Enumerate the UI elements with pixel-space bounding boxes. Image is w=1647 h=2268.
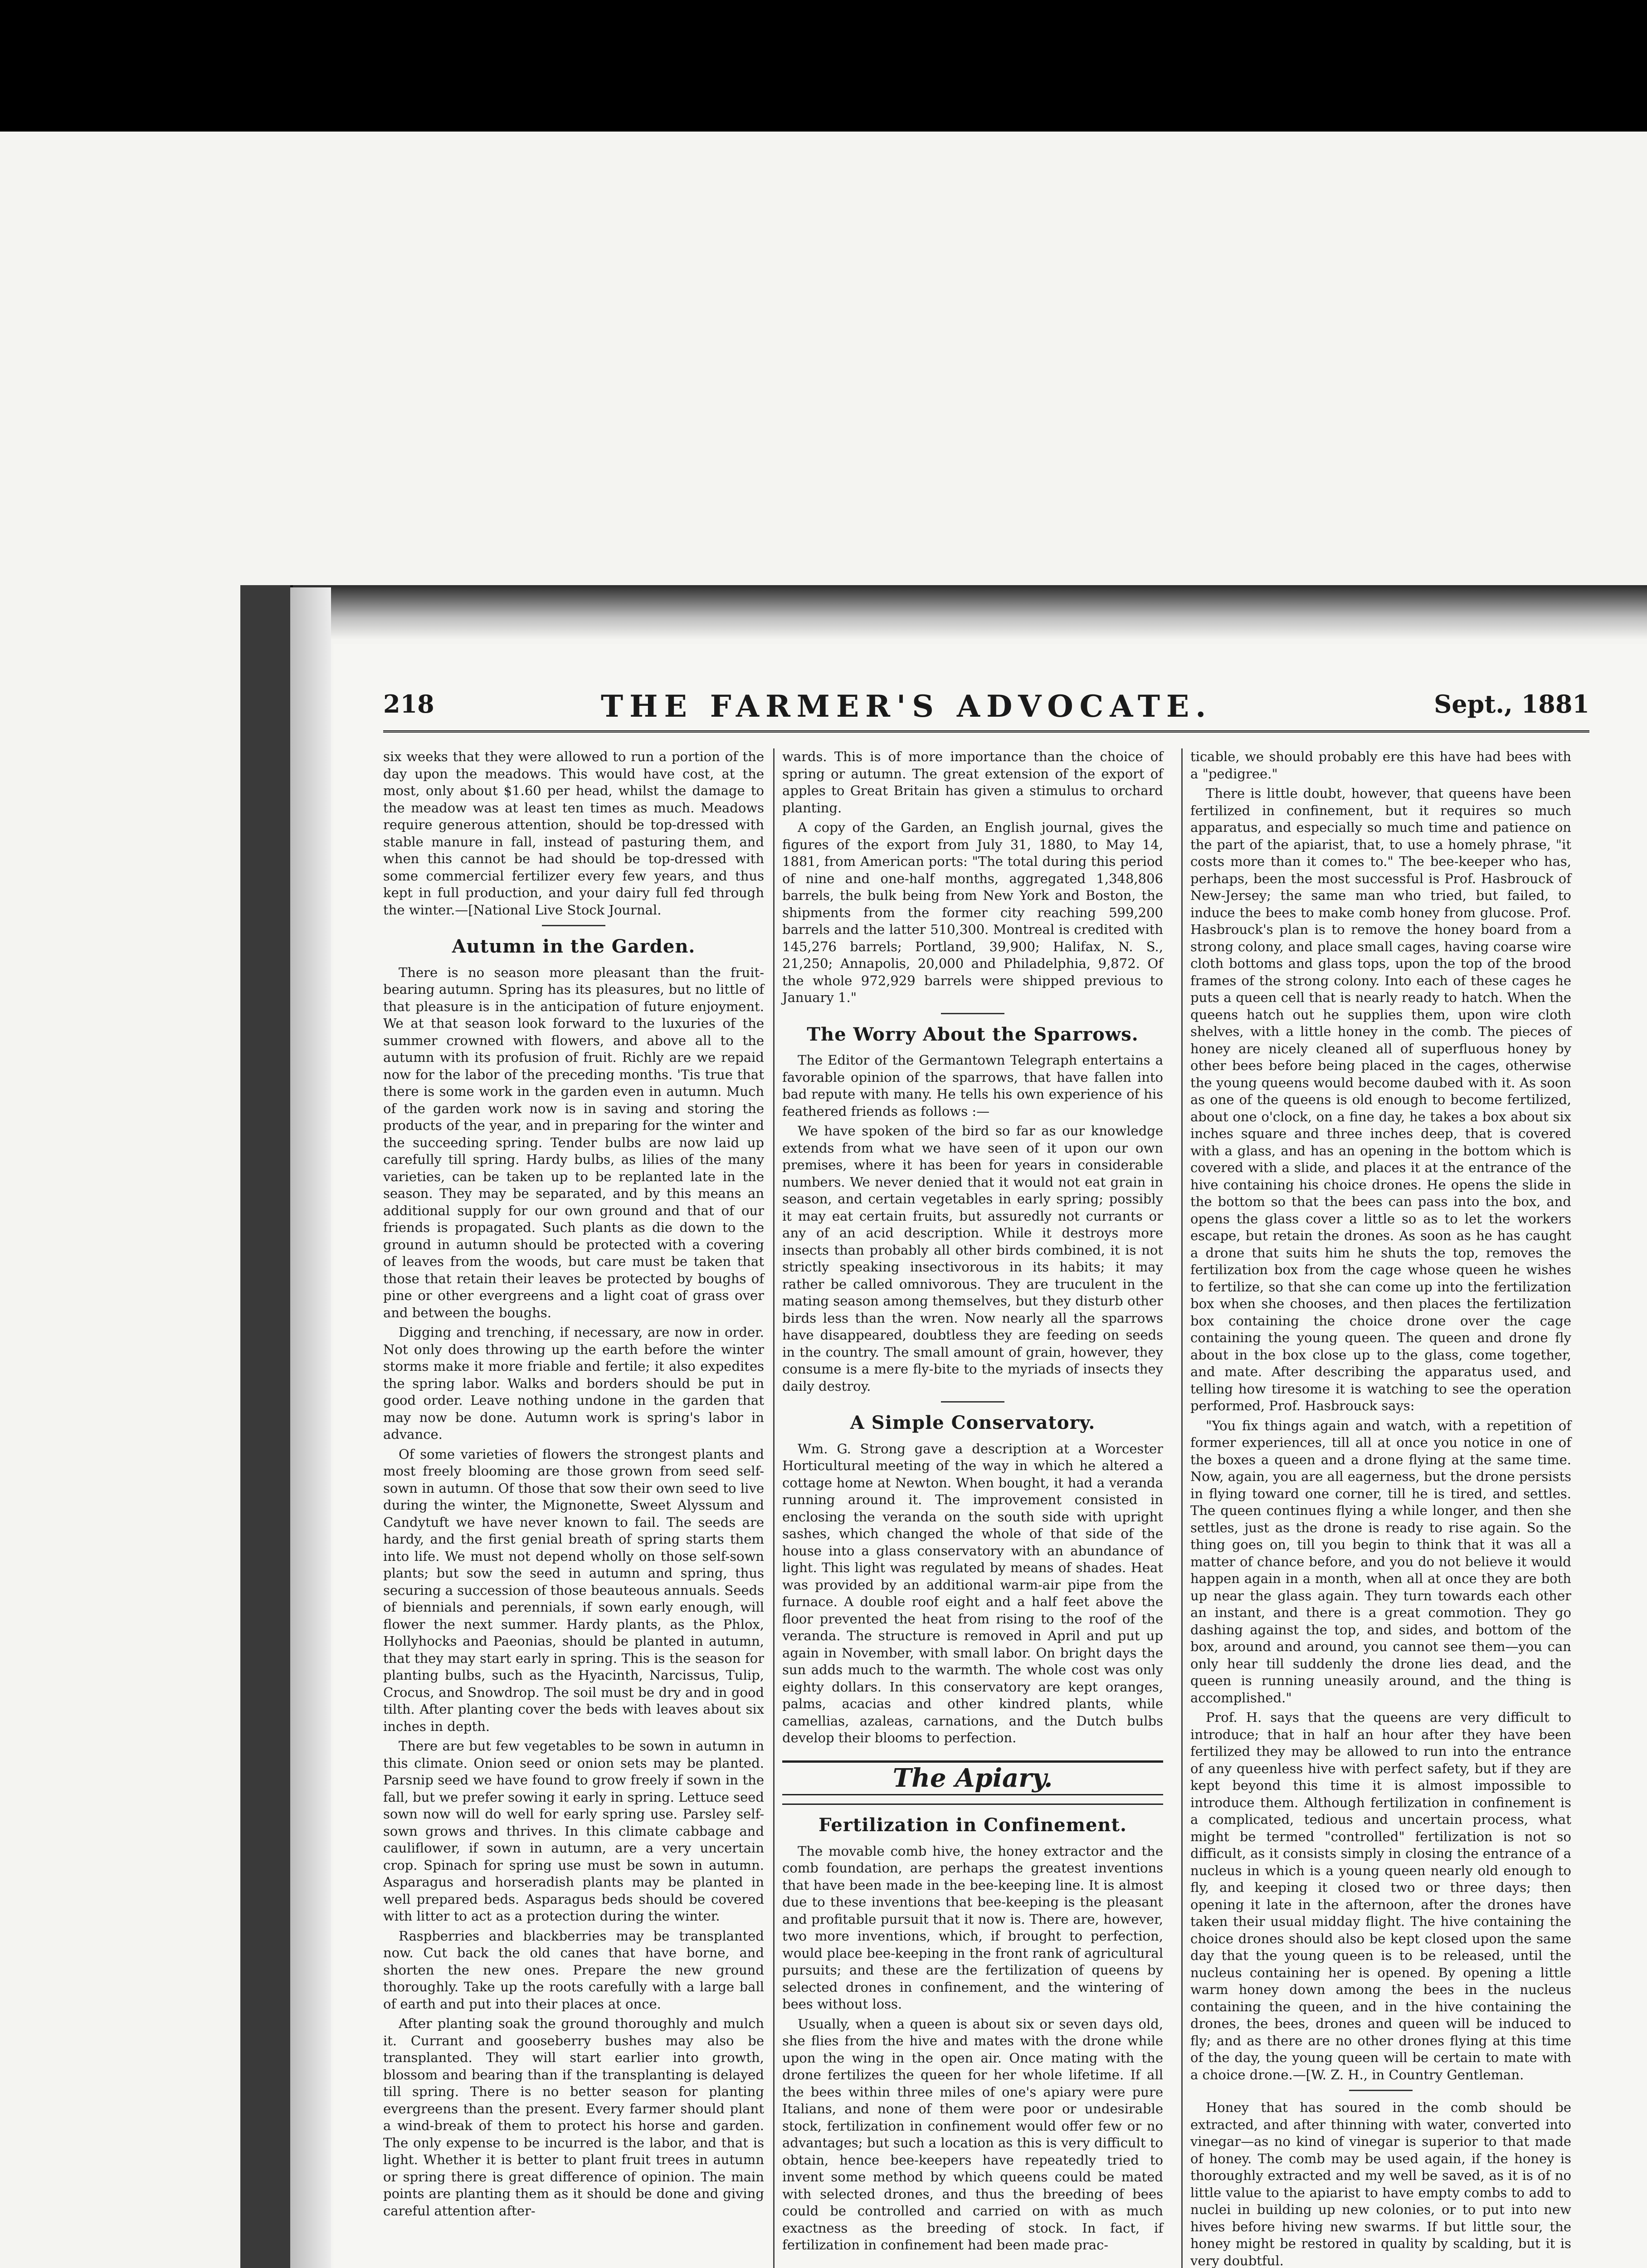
journal-title: THE FARMER'S ADVOCATE.: [601, 689, 1213, 724]
section-divider: [542, 925, 605, 926]
article-text: Of some varieties of flowers the strongest plants and most freely blooming are those grown from seed self-sown in autumn. Of those that sow their own seed to live during the winter, the Mignonette, Sweet Alyssum and Candytuft we have never known to fail. The seeds are hardy, and the first genial breath of spring starts them into life. We must not depend wholly on those self-sown plants; but sow the seed in autumn and spring, thus securing a succession of those beauteous annuals. Seeds of biennials and perennials, if sown early enough, will flower the next summer. Hardy plants, as the Phlox, Hollyhocks and Paeonias, should be planted in autumn, that they may start early in spring. This is the season for planting bulbs, such as the Hyacinth, Narcissus, Tulip, Crocus, and Snowdrop. The soil must be dry and in good tilth. After planting cover the beds with leaves about six inches in depth.: [383, 1446, 764, 1734]
newspaper-page: [333, 644, 1647, 2268]
article-text: After planting soak the ground thoroughly and mulch it. Currant and gooseberry bushes may also be transplanted. They will start earlier into growth, blossom and bearing than if the transplanting is delayed till spring. There is no better season for planting evergreens than the present. Every farmer should plant a wind-break of them to protect his horse and garden. The only expense to be incurred is the labor, and that is light. Whether it is better to plant fruit trees in autumn or spring there is great difference of opinion. The main points are planting them as it should be done and giving careful attention after-: [383, 2016, 764, 2219]
article-text: Usually, when a queen is about six or seven days old, she flies from the hive and mates with the drone while upon the wing in the open air. Once mating with the drone fertilizes the queen for her whole lifetime. If all the bees within three miles of one's apiary were pure Italians, and none of them were poor or undesirable stock, fertilization in confinement would offer few or no advantages; but such a location as this is very difficult to obtain, hence bee-keepers have repeatedly tried to invent some method by which queens could be mated with selected drones, and thus the breeding of bees could be controlled and carried on with as much exactness as the breeding of stock. In fact, if fertilization in confinement had been made prac-: [782, 2016, 1163, 2253]
column-divider: [773, 748, 775, 2268]
header-rule: [383, 730, 1589, 733]
page-header: [383, 689, 1589, 730]
article-text: The movable comb hive, the honey extractor and the comb foundation, are perhaps the greatest inventions that have been made in the bee-keeping line. It is almost due to these inventions that bee-keeping is the pleasant and profitable pursuit that it now is. There are, however, two more inventions, which, if brought to perfection, would place bee-keeping in the front rank of agricultural pursuits; and these are the fertilization of queens by selected drones in confinement, and the wintering of bees without loss.: [782, 1843, 1163, 2012]
article-text: Honey that has soured in the comb should be extracted, and after thinning with water, converted into vinegar—as no kind of vinegar is superior to that made of honey. The comb may be used again, if the honey is thoroughly extracted and my well be saved, as it is of no little value to the apiarist to have empty combs to add to nuclei in building up new colonies, or to put into new hives before hiving new swarms. If but little sour, the honey might be restored in quality by scalding, but it is very doubtful.: [1190, 2100, 1571, 2268]
book-gutter: [290, 587, 331, 2268]
article-text: The Editor of the Germantown Telegraph entertains a favorable opinion of the sparrows, that have fallen into bad repute with many. He tells his own experience of his feathered friends as follows :—: [782, 1052, 1163, 1119]
article-text: ticable, we should probably ere this have had bees with a "pedigree.": [1190, 749, 1571, 782]
column-3: [1190, 748, 1571, 2268]
page-number: 218: [383, 689, 434, 719]
article-heading: Autumn in the Garden.: [452, 936, 696, 957]
article-text: A copy of the Garden, an English journal, gives the figures of the export from July 31, 1880, to May 14, 1881, from American ports: "The total during this period of nine and one-half months, aggregated 1,348,806 barrels, the bulk being from New York and Boston, the shipments from the former city reaching 599,200 barrels and the latter 510,300. Montreal is credited with 145,276 barrels; Portland, 39,900; Halifax, N. S., 21,250; Annapolis, 20,000 and Philadelphia, 9,872. Of the whole 972,929 barrels were shipped previous to January 1.": [782, 820, 1163, 1005]
issue-date: Sept., 1881: [1434, 689, 1589, 719]
section-divider: [1349, 2090, 1413, 2091]
article-text: There are but few vegetables to be sown in autumn in this climate. Onion seed or onion sets may be planted. Parsnip seed we have found to grow freely if sown in the fall, but we prefer sowing it early in spring. Lettuce seed sown now will do well for early spring use. Parsley self-sown grows and thrives. In this climate cabbage and cauliflower, if sown in autumn, are a very uncertain crop. Spinach for spring use must be sown in autumn. Asparagus and horseradish plants may be planted in well prepared beds. Asparagus beds should be covered with litter to act as a protection during the winter.: [383, 1738, 764, 1924]
section-rule: [782, 1794, 1163, 1795]
article-text: six weeks that they were allowed to run a portion of the day upon the meadows. This would have cost, at the most, only about $1.60 per head, whilst the damage to the meadow was at least ten times as much. Meadows require generous attention, should be top-dressed with stable manure in fall, instead of pasturing them, and when this cannot be had should be top-dressed with some commercial fertilizer every few years, and thus kept in full production, and your dairy full fed through the winter.—[National Live Stock Journal.: [383, 749, 764, 918]
article-text: "You fix things again and watch, with a repetition of former experiences, till all at once you notice in one of the boxes a queen and a drone flying at the same time. Now, again, you are all eagerness, but the drone persists in flying toward one corner, till he is tired, and settles. The queen continues flying a while longer, and then she settles, just as the drone is ready to rise again. So the thing goes on, till you begin to think that it was all a matter of chance before, and you do not believe it would happen again in a month, when all at once they are both up near the glass again. They turn towards each other an instant, and there is a great commotion. They go dashing against the top, and sides, and bottom of the box, around and around, you cannot see them—you can only hear till suddenly the drone lies dead, and the queen is running uneasily around, and the thing is accomplished.": [1190, 1418, 1571, 1706]
article-text: We have spoken of the bird so far as our knowledge extends from what we have seen of it upon our own premises, where it has been for years in considerable numbers. We never denied that it would not eat grain in season, and certain vegetables in early spring; possibly it may eat certain fruits, but assuredly not currants or any of an acid description. While it destroys more insects than probably all other birds combined, it is not strictly speaking insectivorous in its habits; it may rather be called omnivorous. They are truculent in the mating season among themselves, but they disturb other birds less than the wren. Now nearly all the sparrows have disappeared, doubtless they are feeding on seeds in the country. The small amount of grain, however, they consume is a mere fly-bite to the myriads of insects they daily destroy.: [782, 1123, 1163, 1394]
section-title: The Apiary.: [892, 1763, 1053, 1793]
article-text: Wm. G. Strong gave a description at a Worcester Horticultural meeting of the way in which he altered a cottage home at Newton. When bought, it had a veranda running around it. The improvement consisted in enclosing the veranda on the south side with upright sashes, which changed the whole of that side of the house into a glass conservatory with an abundance of light. This light was regulated by means of shades. Heat was provided by an additional warm-air pipe from the furnace. A double roof eight and a half feet above the floor prevented the heat from rising to the roof of the veranda. The structure is removed in April and put up again in November, with small labor. On bright days the sun adds much to the warmth. The whole cost was only eighty dollars. In this conservatory are kept oranges, palms, acacias and other kindred plants, while camellias, azaleas, carnations, and the Dutch bulbs develop their blooms to perfection.: [782, 1441, 1163, 1745]
column-divider: [1181, 748, 1183, 2268]
apiary-section-band: [782, 1760, 1163, 1805]
section-divider: [941, 1401, 1004, 1403]
book-spine-shadow: [240, 585, 293, 2268]
article-text: wards. This is of more importance than the choice of spring or autumn. The great extension of the export of apples to Great Britain has given a stimulus to orchard planting.: [782, 749, 1163, 816]
article-heading: Fertilization in Confinement.: [819, 1814, 1127, 1836]
book-top-edge: [254, 585, 1647, 640]
column-1: [383, 748, 764, 2222]
article-heading: The Worry About the Sparrows.: [807, 1023, 1139, 1045]
article-text: Digging and trenching, if necessary, are now in order. Not only does throwing up the earth before the winter storms make it more friable and fertile; it also expedites the spring labor. Walks and borders should be put in good order. Leave nothing undone in the garden that may now be done. Autumn work is spring's labor in advance.: [383, 1325, 764, 1442]
article-heading: A Simple Conservatory.: [850, 1412, 1096, 1433]
article-text: There is no season more pleasant than the fruit-bearing autumn. Spring has its pleasures, but no little of that pleasure is in the anticipation of future enjoyment. We at that season look forward to the luxuries of the summer crowned with flowers, and above all to the autumn with its profusion of fruit. Richly are we repaid now for the labor of the preceding months. 'Tis true that there is some work in the garden even in autumn. Much of the garden work now is in saving and storing the products of the year, and in preparing for the winter and the succeeding spring. Tender bulbs are now laid up carefully till spring. Hardy bulbs, as lilies of the many varieties, can be taken up to be replanted late in the season. They may be separated, and by this means an additional supply for our own ground and that of our friends is propagated. Such plants as die down to the ground in autumn should be protected with a covering of leaves from the woods, but care must be taken that those that retain their leaves be protected by boughs of pine or other evergreens and a light coat of grass over and between the boughs.: [383, 964, 764, 1320]
article-text: Raspberries and blackberries may be transplanted now. Cut back the old canes that have borne, and shorten the new ones. Prepare the new ground thoroughly. Take up the roots carefully with a large ball of earth and put into their places at once.: [383, 1928, 764, 2012]
section-divider: [941, 1013, 1004, 1014]
column-2: [782, 748, 1163, 2257]
article-text: There is little doubt, however, that queens have been fertilized in confinement, but it requires so much apparatus, and especially so much time and patience on the part of the apiarist, that, to use a homely phrase, "it costs more than it comes to." The bee-keeper who has, perhaps, been the most successful is Prof. Hasbrouck of New-Jersey; the same man who tried, but failed, to induce the bees to make comb honey from glucose. Prof. Hasbrouck's plan is to remove the honey board from a strong colony, and place small cages, having coarse wire cloth bottoms and glass tops, upon the top of the brood frames of the strong colony. Into each of these cages he puts a queen cell that is nearly ready to hatch. When the queens hatch out he supplies them, upon wire cloth shelves, with a little honey in the comb. The pieces of honey are nicely cleaned all of superfluous honey by other bees before being placed in the cages, otherwise the young queens would become daubed with it. As soon as one of the queens is old enough to become fertilized, about one o'clock, on a fine day, he takes a box about six inches square and three inches deep, that is covered with a glass, and has an opening in the bottom which is covered with a slide, and places it at the entrance of the hive containing his choice drones. He opens the slide in the bottom so that the bees can pass into the box, and opens the glass cover a little so as to let the workers escape, but retain the drones. As soon as he has caught a drone that suits him he shuts the top, removes the fertilization box from the cage whose queen he wishes to fertilize, so that she can come up into the fertilization box when she chooses, and then places the fertilization box containing the choice drone over the cage containing the young queen. The queen and drone fly about in the box close up to the glass, come together, and mate. After describing the apparatus used, and telling how tiresome it is watching to see the operation performed, Prof. Hasbrouck says:: [1190, 786, 1571, 1413]
article-text: Prof. H. says that the queens are very difficult to introduce; that in half an hour after they have been fertilized they may be allowed to run into the entrance of any queenless hive with perfect safety, but if they are kept beyond this time it is almost impossible to introduce them. Although fertilization in confinement is a complicated, tedious and uncertain process, what might be termed "controlled" fertilization is not so difficult, as it consists simply in closing the entrance of a nucleus in which is a young queen nearly old enough to fly, and keeping it closed two or three days; then opening it late in the afternoon, after the drones have taken their usual midday flight. The hive containing the choice drones should also be kept closed upon the same day that the young queen is to be released, until the nucleus containing her is opened. By opening a little warm honey down among the bees in the nucleus containing the queen, and in the hive containing the drones, the bees, drones and queen will be induced to fly; and as there are no other drones flying at this time of the day, the young queen will be certain to mate with a choice drone.—[W. Z. H., in Country Gentleman.: [1190, 1710, 1571, 2082]
